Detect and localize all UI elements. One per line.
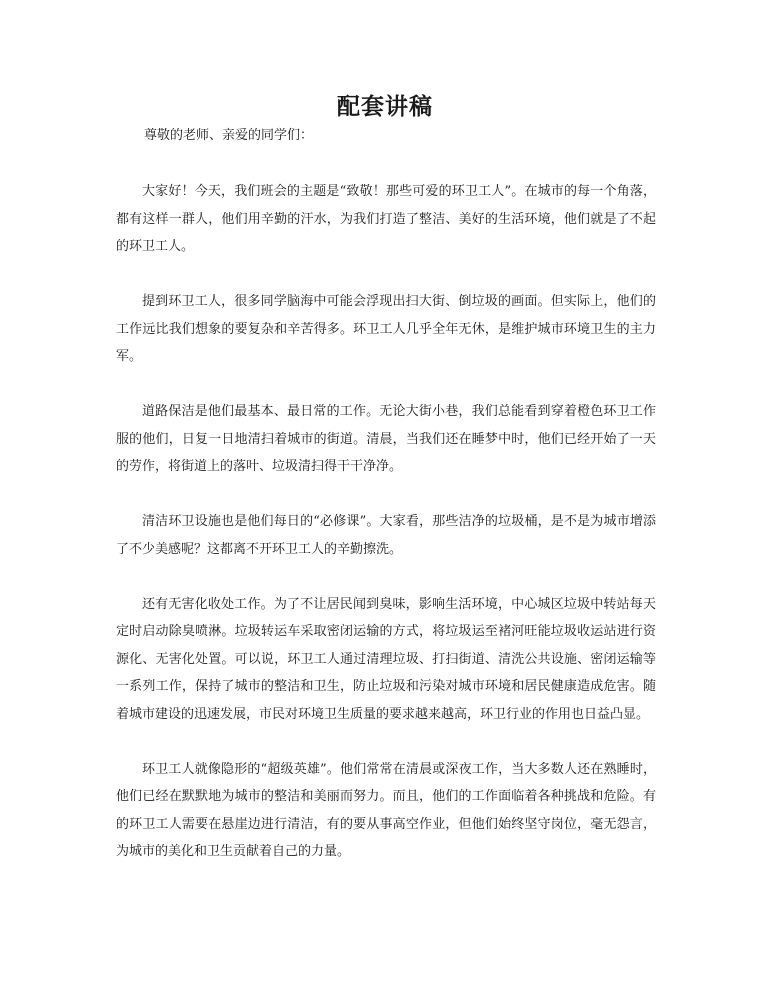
paragraph-6: 环卫工人就像隐形的“超级英雄”。他们常常在清晨或深夜工作，当大多数人还在熟睡时，他们已经在默默地为城市的整洁和美丽而努力。而且，他们的工作面临着各种挑战和危险。有的环卫工人需要在悬崖边进行清洁，有的要从事高空作业，但他们始终坚守岗位，毫无怨言，为城市的美化和卫生贡献着自己的力量。 [116, 761, 656, 859]
greeting-line: 尊敬的老师、亲爱的同学们： [144, 128, 314, 143]
paragraph-1: 大家好！今天，我们班会的主题是“致敬！那些可爱的环卫工人”。在城市的每一个角落，都有这样一群人，他们用辛勤的汗水，为我们打造了整洁、美好的生活环境，他们就是了不起的环卫工人。 [116, 184, 656, 254]
paragraph-4: 清洁环卫设施也是他们每日的“必修课”。大家看，那些洁净的垃圾桶，是不是为城市增添了不少美感呢？这都离不开环卫工人的辛勤擦洗。 [116, 514, 656, 557]
paragraph-3: 道路保洁是他们最基本、最日常的工作。无论大街小巷，我们总能看到穿着橙色环卫工作服的他们，日复一日地清扫着城市的街道。清晨，当我们还在睡梦中时，他们已经开始了一天的劳作，将街道上的落叶、垃圾清扫得干干净净。 [116, 404, 656, 474]
paragraph-2: 提到环卫工人，很多同学脑海中可能会浮现出扫大街、倒垃圾的画面。但实际上，他们的工作远比我们想象的要复杂和辛苦得多。环卫工人几乎全年无休，是维护城市环境卫生的主力军。 [116, 294, 656, 364]
document-body [116, 178, 656, 893]
document-title: 配套讲稿 [337, 93, 433, 120]
paragraph-5: 还有无害化收处工作。为了不让居民闻到臭味，影响生活环境，中心城区垃圾中转站每天定时启动除臭喷淋。垃圾转运车采取密闭运输的方式，将垃圾运至褚河旺能垃圾收运站进行资源化、无害化处置。可以说，环卫工人通过清理垃圾、打扫街道、清洗公共设施、密闭运输等一系列工作，保持了城市的整洁和卫生，防止垃圾和污染对城市环境和居民健康造成危害。随着城市建设的迅速发展，市民对环境卫生质量的要求越来越高，环卫行业的作用也日益凸显。 [116, 596, 656, 722]
